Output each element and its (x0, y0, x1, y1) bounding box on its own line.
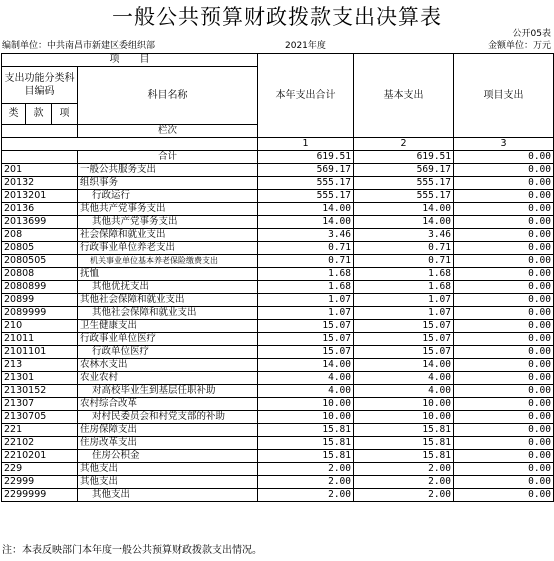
row-total: 4.00 (258, 385, 354, 398)
table-row (2, 333, 554, 346)
row-code: 201 (2, 164, 78, 177)
row-name: 对村民委员会和村党支部的补助 (78, 411, 258, 424)
table-row (2, 281, 554, 294)
table-row (2, 229, 554, 242)
report-year: 2021年度 (285, 41, 326, 51)
table-row (2, 398, 554, 411)
table-row (2, 268, 554, 281)
table-body (2, 54, 554, 502)
compiling-unit: 编制单位：中共南昌市新建区委组织部 (2, 41, 156, 51)
row-name: 抚恤 (78, 268, 258, 281)
row-code: 2089999 (2, 307, 78, 320)
amount-unit: 金额单位：万元 (487, 41, 551, 51)
row-total: 10.00 (258, 398, 354, 411)
table-row (2, 385, 554, 398)
total-row (2, 151, 554, 164)
col-number-2: 2 (354, 138, 454, 151)
row-project: 0.00 (454, 359, 554, 372)
row-total: 1.68 (258, 268, 354, 281)
header-name: 科目名称 (78, 67, 258, 125)
row-name: 其他社会保障和就业支出 (78, 307, 258, 320)
table-row (2, 437, 554, 450)
table-row (2, 203, 554, 216)
row-project: 0.00 (454, 346, 554, 359)
row-total: 15.07 (258, 333, 354, 346)
row-code: 20808 (2, 268, 78, 281)
row-name: 其他优抚支出 (78, 281, 258, 294)
header-project: 项目支出 (454, 54, 554, 138)
table-row (2, 476, 554, 489)
table-row (2, 320, 554, 333)
row-name: 行政运行 (78, 190, 258, 203)
row-code: 2080505 (2, 255, 78, 268)
row-basic: 4.00 (354, 385, 454, 398)
total-amount: 619.51 (258, 151, 354, 164)
row-code: 2080899 (2, 281, 78, 294)
row-code: 21011 (2, 333, 78, 346)
table-row (2, 242, 554, 255)
row-code: 213 (2, 359, 78, 372)
row-code: 2013201 (2, 190, 78, 203)
row-code: 2130152 (2, 385, 78, 398)
row-name: 农林水支出 (78, 359, 258, 372)
row-code: 21301 (2, 372, 78, 385)
header-xiang: 项 (52, 104, 78, 125)
row-total: 1.07 (258, 307, 354, 320)
row-name: 卫生健康支出 (78, 320, 258, 333)
row-code: 22999 (2, 476, 78, 489)
row-basic: 1.68 (354, 268, 454, 281)
table-row (2, 177, 554, 190)
row-basic: 15.07 (354, 320, 454, 333)
row-basic: 14.00 (354, 203, 454, 216)
row-name: 社会保障和就业支出 (78, 229, 258, 242)
column-number-row (2, 138, 554, 151)
row-total: 15.81 (258, 424, 354, 437)
row-total: 2.00 (258, 463, 354, 476)
header-kuan: 款 (26, 104, 52, 125)
row-basic: 14.00 (354, 216, 454, 229)
row-name: 一般公共服务支出 (78, 164, 258, 177)
table-row (2, 294, 554, 307)
row-code: 221 (2, 424, 78, 437)
row-name: 住房改革支出 (78, 437, 258, 450)
row-total: 10.00 (258, 411, 354, 424)
row-project: 0.00 (454, 437, 554, 450)
row-project: 0.00 (454, 372, 554, 385)
row-basic: 3.46 (354, 229, 454, 242)
row-basic: 15.81 (354, 424, 454, 437)
row-code: 2013699 (2, 216, 78, 229)
col-number-1: 1 (258, 138, 354, 151)
row-basic: 15.81 (354, 437, 454, 450)
col-number-3: 3 (454, 138, 554, 151)
total-label: 合计 (78, 151, 258, 164)
row-code: 2210201 (2, 450, 78, 463)
row-name: 农业农村 (78, 372, 258, 385)
row-name: 住房保障支出 (78, 424, 258, 437)
row-total: 15.81 (258, 450, 354, 463)
row-project: 0.00 (454, 489, 554, 502)
header-total: 本年支出合计 (258, 54, 354, 138)
report-title: 一般公共预算财政拨款支出决算表 (112, 5, 442, 29)
row-name: 组织事务 (78, 177, 258, 190)
row-code: 210 (2, 320, 78, 333)
row-project: 0.00 (454, 320, 554, 333)
row-name: 住房公积金 (78, 450, 258, 463)
table-row (2, 346, 554, 359)
table-row (2, 372, 554, 385)
row-name: 其他支出 (78, 489, 258, 502)
row-project: 0.00 (454, 398, 554, 411)
row-project: 0.00 (454, 216, 554, 229)
row-code: 22102 (2, 437, 78, 450)
row-code: 21307 (2, 398, 78, 411)
row-project: 0.00 (454, 294, 554, 307)
row-total: 15.81 (258, 437, 354, 450)
row-project: 0.00 (454, 203, 554, 216)
row-project: 0.00 (454, 242, 554, 255)
row-basic: 1.07 (354, 307, 454, 320)
row-basic: 2.00 (354, 463, 454, 476)
row-code: 2130705 (2, 411, 78, 424)
row-total: 2.00 (258, 489, 354, 502)
row-basic: 15.81 (354, 450, 454, 463)
row-total: 1.68 (258, 281, 354, 294)
row-code: 20136 (2, 203, 78, 216)
row-project: 0.00 (454, 177, 554, 190)
row-name: 行政单位医疗 (78, 346, 258, 359)
row-basic: 0.71 (354, 242, 454, 255)
row-total: 1.07 (258, 294, 354, 307)
table-note: 注：本表反映部门本年度一般公共预算财政拨款支出情况。 (2, 545, 262, 556)
row-total: 0.71 (258, 242, 354, 255)
expenditure-table (1, 53, 554, 502)
table-row (2, 463, 554, 476)
row-total: 4.00 (258, 372, 354, 385)
total-project: 0.00 (454, 151, 554, 164)
row-basic: 10.00 (354, 411, 454, 424)
row-total: 15.07 (258, 346, 354, 359)
row-total: 3.46 (258, 229, 354, 242)
row-basic: 1.68 (354, 281, 454, 294)
header-code-group: 支出功能分类科目编码 (2, 67, 78, 104)
row-project: 0.00 (454, 411, 554, 424)
row-project: 0.00 (454, 268, 554, 281)
table-row (2, 255, 554, 268)
row-name: 机关事业单位基本养老保险缴费支出 (78, 255, 258, 268)
row-code: 20132 (2, 177, 78, 190)
row-project: 0.00 (454, 333, 554, 346)
row-code: 20899 (2, 294, 78, 307)
table-row (2, 216, 554, 229)
table-row (2, 164, 554, 177)
row-total: 555.17 (258, 190, 354, 203)
row-basic: 2.00 (354, 489, 454, 502)
header-item: 项 目 (2, 54, 258, 67)
row-project: 0.00 (454, 229, 554, 242)
row-code: 229 (2, 463, 78, 476)
row-basic: 10.00 (354, 398, 454, 411)
row-name: 行政事业单位养老支出 (78, 242, 258, 255)
row-code: 2299999 (2, 489, 78, 502)
table-row (2, 489, 554, 502)
row-basic: 14.00 (354, 359, 454, 372)
row-code: 2101101 (2, 346, 78, 359)
row-total: 15.07 (258, 320, 354, 333)
row-code: 208 (2, 229, 78, 242)
table-row (2, 450, 554, 463)
row-project: 0.00 (454, 463, 554, 476)
row-project: 0.00 (454, 307, 554, 320)
table-row (2, 424, 554, 437)
table-row (2, 190, 554, 203)
row-name: 其他共产党事务支出 (78, 216, 258, 229)
row-name: 其他支出 (78, 476, 258, 489)
row-basic: 2.00 (354, 476, 454, 489)
row-basic: 0.71 (354, 255, 454, 268)
row-basic: 15.07 (354, 346, 454, 359)
row-basic: 4.00 (354, 372, 454, 385)
row-project: 0.00 (454, 450, 554, 463)
table-row (2, 307, 554, 320)
header-lei: 类 (2, 104, 26, 125)
row-basic: 569.17 (354, 164, 454, 177)
row-basic: 555.17 (354, 190, 454, 203)
row-total: 569.17 (258, 164, 354, 177)
row-total: 2.00 (258, 476, 354, 489)
header-basic: 基本支出 (354, 54, 454, 138)
row-project: 0.00 (454, 255, 554, 268)
row-basic: 1.07 (354, 294, 454, 307)
header-lanci: 栏次 (78, 125, 258, 138)
row-name: 其他共产党事务支出 (78, 203, 258, 216)
row-basic: 15.07 (354, 333, 454, 346)
row-name: 农村综合改革 (78, 398, 258, 411)
row-total: 14.00 (258, 216, 354, 229)
row-project: 0.00 (454, 476, 554, 489)
row-project: 0.00 (454, 164, 554, 177)
total-basic: 619.51 (354, 151, 454, 164)
row-total: 14.00 (258, 203, 354, 216)
header-row-1 (2, 54, 554, 67)
row-total: 0.71 (258, 255, 354, 268)
row-name: 行政事业单位医疗 (78, 333, 258, 346)
row-name: 其他社会保障和就业支出 (78, 294, 258, 307)
row-total: 14.00 (258, 359, 354, 372)
row-code: 20805 (2, 242, 78, 255)
row-basic: 555.17 (354, 177, 454, 190)
row-project: 0.00 (454, 424, 554, 437)
row-total: 555.17 (258, 177, 354, 190)
table-row (2, 359, 554, 372)
form-number: 公开05表 (512, 29, 551, 39)
row-project: 0.00 (454, 385, 554, 398)
row-name: 对高校毕业生到基层任职补助 (78, 385, 258, 398)
table-row (2, 411, 554, 424)
row-project: 0.00 (454, 190, 554, 203)
row-name: 其他支出 (78, 463, 258, 476)
row-project: 0.00 (454, 281, 554, 294)
